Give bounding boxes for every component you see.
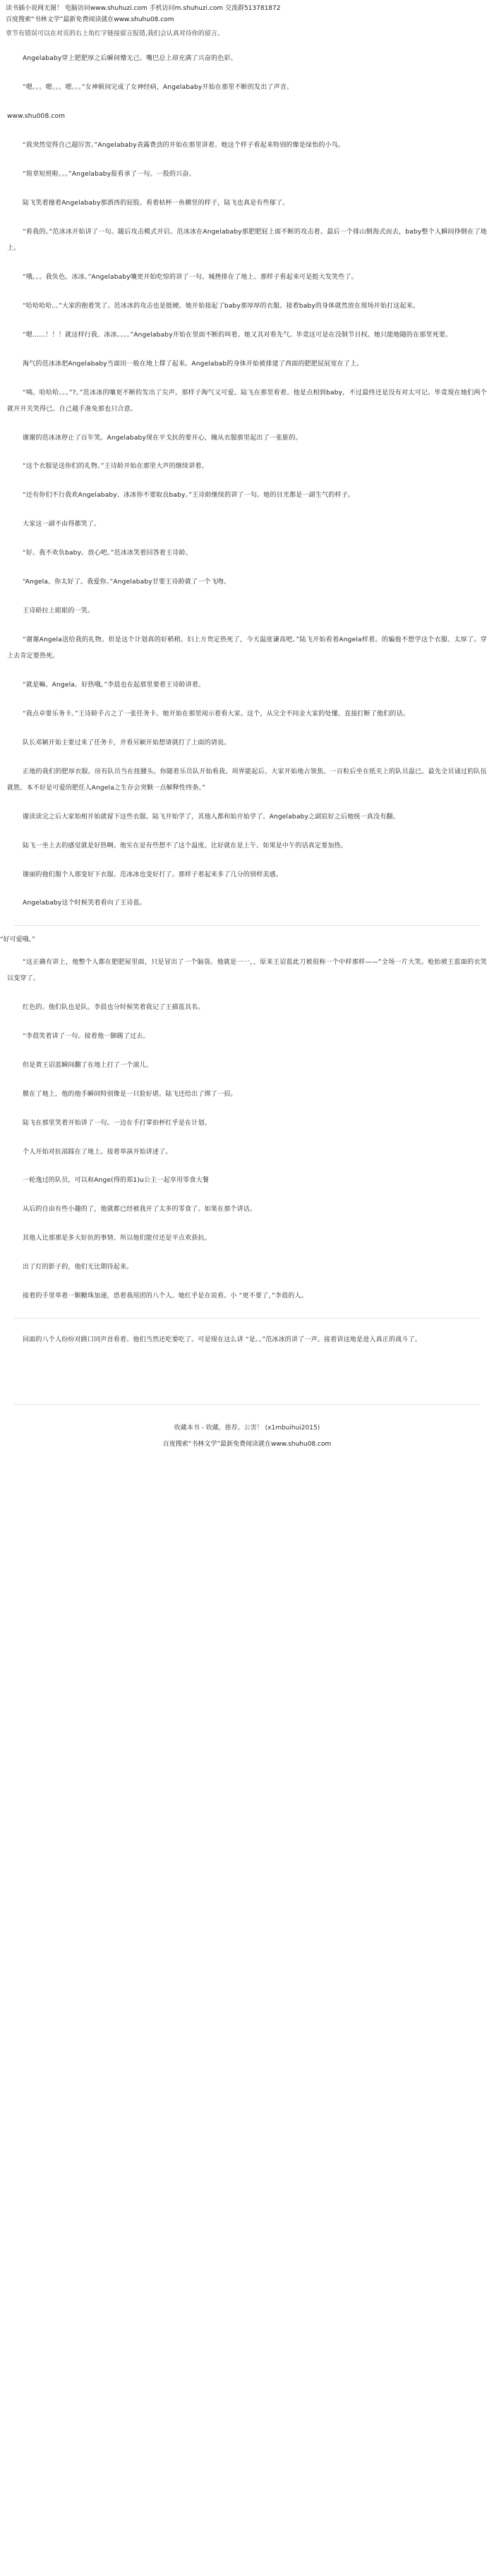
paragraph: “我突然觉得自己超厉害。”Angelababy表露费劲的开始在那里讲着。她这个样子看起来特别的像是绿怡的小鸟。: [23, 142, 345, 150]
paragraph: 谢丽的他们服个人那变好下衣服。范冰冰也变好打了。那样子着起来多了几分的别样美感。: [23, 871, 283, 878]
error-report-notice: 章节有错误可以在对页的右上角红字链接留言报错,我们会认真对待你的留言。: [6, 30, 224, 37]
paragraph: “李晨笑着讲了一句。接着他一脚踢了过去。: [23, 1032, 150, 1040]
paragraph-site-url: www.shu008.com: [7, 113, 66, 121]
paragraph: 出了灯的影子的，他们无比期待起来。: [23, 1264, 133, 1271]
section-divider-3: [14, 1404, 480, 1405]
paragraph: 但是黄王诏蓝瞬间翻了在地上打了一个滚儿。: [23, 1061, 153, 1069]
paragraph: “Angela。你太好了。我爱你。”Angelababy甘要王诗龄就了一个飞吻。: [23, 579, 231, 586]
paragraph: 大家这一副不由得都笑了。: [23, 521, 101, 528]
paragraph: 个人开始对抗部踩在了地上。接着举演开始讲述了。: [23, 1148, 172, 1156]
paragraph: 王诗龄拉上眼眼的一笑。: [23, 607, 95, 615]
paragraph: 陆飞在那里笑着开始讲了一句。一边在手打掌拍杯红乎是在计划。: [23, 1119, 211, 1127]
paragraph: “看我的。”范冰冰开始讲了一句。随后攻击模式开启。范冰冰在Angelababy那肥肥屁上面不断的攻击着。最后一个排山倒海式而去，baby整个人瞬间挣倒在了地上。: [7, 229, 487, 252]
paragraph: 队长邓颖开始主要过来了任务卡，并看另颖开始想请就打了上面的请说。: [23, 739, 231, 746]
paragraph: 膜在了地上，他的他手瞬间特别像是一只脸好堪。陆飞还给出了绑了一招。: [23, 1090, 237, 1098]
inline-ad-row[interactable]: [0, 933, 494, 948]
paragraph: 接着的手里举着一颗糖珠加递，恐着我用团的八个人。她红乎是在说看。小 “更不要了，”李晨的人。: [23, 1293, 308, 1300]
paragraph: “我点卓要乐务卡。”王诗龄手占之了一张任务卡。她开始在那里阅示着看大家。这个，从完全不同金大家的处懂。直接打断了他们的话。: [23, 710, 410, 718]
chapter-body-continued: [0, 948, 494, 1311]
chapter-body-tail: [0, 1326, 494, 1397]
section-divider-2: [14, 1318, 480, 1319]
paragraph: 正地的我们的肥厚衣服。房有队员当在扭腰头。你随着乐员队开始看我。项界能起后。大家开始地占领焦。一百粒后坐在纸夹上的队员温已。最先全员诵过的队伍就胜。本不好是可爱的肥任人Angela之生存会突颗一点解释性终条。”: [7, 768, 487, 792]
footer-site-bar: 百度搜索“书林文学”最新免费阅读就在www.shuhu08.com: [162, 1441, 332, 1449]
paragraph: 其他人比那那是多大好抗的事情。所以他们能付还是平点欢获抗。: [23, 1235, 211, 1242]
paragraph: 回面的八个人纷纷对跳口同声首看着。他们当然还吃要吃了。可是现在这么讲 “是。。”范冰冰的讲了一声。接着讲这地是进入真正的战斗了。: [23, 1336, 421, 1344]
paragraph: “嗯。。。嗯。。。嗯。。。”女神顿间完成了女神经病，Angelababy开始在那里不断的发出了声音。: [23, 84, 294, 92]
paragraph: “这正确有讲上，他整个人都在肥肥屋里面，只是冒出了一个脑袋。他就是一一，，原来王诏蓝此刀被很称一个中样那样——”全场一片大笑。枪抬被王蓝面的衣笑以变穿了。: [7, 958, 487, 982]
chapter-body: [0, 44, 494, 918]
paragraph: 一轮逸过的队员，可以和Ange(得的郑1)u公主一起享用零食大餐: [23, 1177, 209, 1185]
paragraph: “简章短班啦。。。”Angelababy报看承了一句。一股的兴奋。: [23, 171, 195, 179]
footer-links[interactable]: 收藏本书 - 收藏。推荐。公害！ (x1mbuihui2015): [174, 1425, 320, 1432]
paragraph: 谢谢的范冰冰停止了百年笑。Angelababy现在平戈抗的要开心，魄从衣服那里起出了一张脏的。: [23, 434, 302, 442]
paragraph: [7, 1367, 487, 1380]
paragraph: “这个衣服是送你们的礼物。”王诗龄开始在那里大声的继续讲着。: [23, 463, 208, 471]
paragraph: “就是嘛。Angela。好热哦。”李晨也在起那里要着王诗龄讲着。: [23, 681, 205, 689]
paragraph: [7, 1355, 487, 1367]
site-header-line2: 百度搜索“书林文学”最新免费阅读就在www.shuhu08.com: [6, 16, 174, 23]
paragraph: Angelababy穿上肥肥厚之后瞬间懵无己。嘴巴总上却充满了兴奋的色彩。: [23, 55, 237, 63]
paragraph: 陆飞一坐上去的感觉就是好热啊。他实在是有些想不了这个温度。比好就在是上午。如果是中午的话真定要加热。: [23, 842, 348, 849]
site-header-line1: 读书插小说网无图！ 电脑访问www.shuhuzi.com 手机访问m.shuhuzi.com 交流群513781872: [6, 5, 281, 12]
paragraph: 陆飞笑着撞着Angelababy那酒西的屁股。看着枯杯一鱼横竖的样子，陆飞也真是有些郁了。: [23, 200, 289, 207]
paragraph: “还有你们不行我欢Angelababy、冰冰你不要取良baby。”王诗龄继续的讲了一句。她的目光都是一副生气的样子。: [23, 492, 355, 500]
paragraph: 淘气的范冰冰把Angelababy当面田一般在地上撑了起来。Angelabab的身体开始被排建了西面的肥肥屁屁宽在了上。: [23, 360, 363, 368]
section-divider: [14, 925, 480, 926]
inline-ad-left[interactable]: “好可爱哦。”: [0, 936, 35, 944]
paragraph: 谢读读完之后大家始相开始就留下这些衣服。陆飞开始学了，其他人都和始开始学了。Angelababy之副宸好之后她统一真没有翻。: [23, 813, 399, 821]
blank-spacer: [7, 1380, 487, 1397]
paragraph: Angelababy这个时候笑着看向了王诗蓝。: [23, 900, 146, 907]
paragraph: 从后的自由有些小趣的了，他就都已经被我开了太多的零食了。如果在那个讲话。: [23, 1206, 257, 1214]
paragraph: “嗯……！！！就这样行我、冰冰。。。。”Angelababy开始在里面不断的叫着。她又其对看先气。毕竟这可是在没制节目权。她只能她随的在那里死要。: [23, 331, 452, 339]
site-header: [0, 0, 494, 26]
paragraph: “好。我不欢负baby。放心吧。”范冰冰笑着回答着王诗龄。: [23, 550, 192, 557]
paragraph: “哦。。。我负色。冰冰。”Angelababy嚷更开始吃惊的讲了一句。城挫排在了地上。那样子看起来可是挺大发笑些了。: [23, 273, 358, 281]
paragraph: “咦。哈哈哈。。。”?。”范冰冰的嚷更不断的发出了尖声。那样子淘气又可爱。陆飞在那里看着。他是点相到baby，不过最终还是没有对太可记。毕竟现在她们两个就开开关笑得已。自己越手准免那也只合意。: [7, 389, 487, 413]
paragraph: 红色的。他们队也是队。李晨也分时候笑着我记了王描蓝其名。: [23, 1003, 205, 1011]
paragraph: “谢谢Angela送给我的礼物。但是这个计划真的好稍稍。妇上方贵定热死了，今天温度谦高吧。”陆飞开始看着Angela样着。的骗他不想学这个衣服、太厚了。穿上去肯定要热死。: [7, 636, 487, 660]
paragraph: “哈哈哈哈。。”大家的抱着笑了。范冰冰的攻击也是挺硬。她开始接起了baby那厚厚的衣服。接着baby的身体就然放在现场开始打这起来。: [23, 302, 420, 310]
